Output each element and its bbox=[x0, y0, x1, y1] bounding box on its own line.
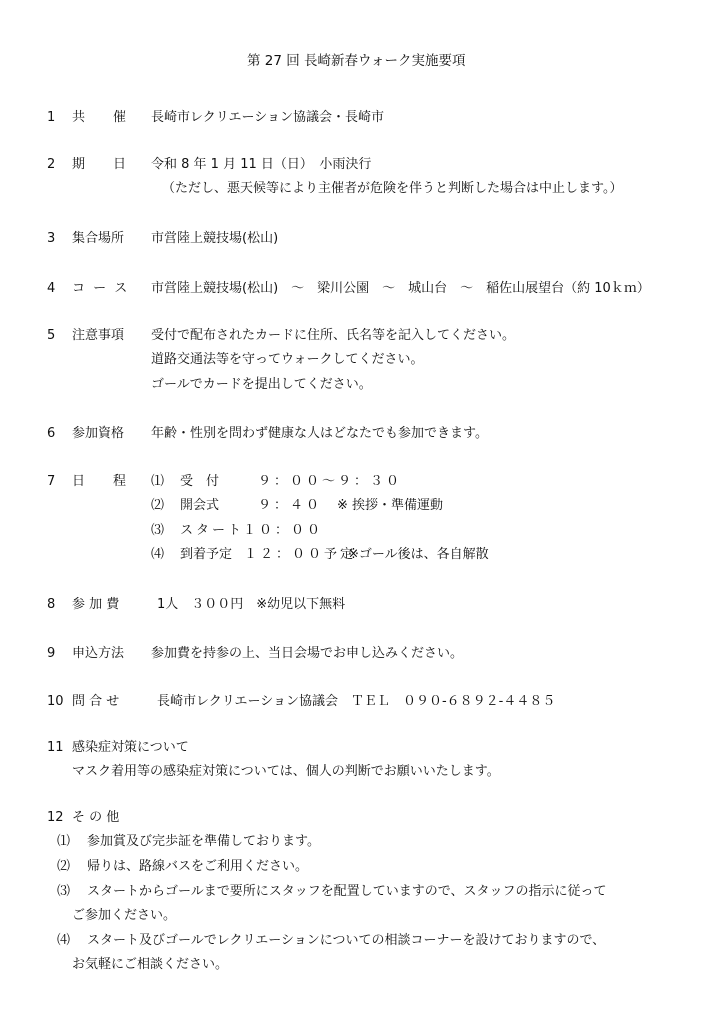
other-line: ご参加ください。 bbox=[72, 908, 177, 923]
item-12-number: 12 bbox=[47, 810, 64, 825]
item-4-text: 市営陸上競技場(松山) ～ 梁川公園 ～ 城山台 ～ 稲佐山展望台（約 10ｋｍ） bbox=[151, 281, 650, 296]
schedule-time: ９：４０ bbox=[258, 498, 323, 513]
item-1-label-a: 共 bbox=[72, 110, 86, 125]
schedule-time: １２：００予定 bbox=[244, 547, 357, 562]
item-3-number: 3 bbox=[47, 231, 56, 246]
schedule-time: ９：００～９：３０ bbox=[258, 474, 403, 489]
item-5-line-2: 道路交通法等を守ってウォークしてください。 bbox=[151, 352, 424, 367]
schedule-name: 到着予定 bbox=[180, 547, 233, 562]
other-line: スタート及びゴールでレクリエーションについての相談コーナーを設けておりますので、 bbox=[87, 933, 606, 948]
item-4-number: 4 bbox=[47, 281, 56, 296]
item-2-label-b: 日 bbox=[113, 157, 127, 172]
item-5-label: 注意事項 bbox=[72, 328, 125, 343]
schedule-name: スタート bbox=[180, 523, 245, 538]
other-marker: ⑷ bbox=[57, 933, 71, 948]
item-5-line-1: 受付で配布されたカードに住所、氏名等を記入してください。 bbox=[151, 328, 516, 343]
item-7-number: 7 bbox=[47, 474, 56, 489]
page-title: 第 27 回 長崎新春ウォーク実施要項 bbox=[247, 53, 466, 69]
other-marker: ⑵ bbox=[57, 859, 71, 874]
item-6-number: 6 bbox=[47, 426, 56, 441]
item-1-text: 長崎市レクリエーション協議会・長崎市 bbox=[151, 110, 384, 125]
item-8-label: 参 加 費 bbox=[72, 597, 120, 612]
item-10-number: 10 bbox=[47, 694, 64, 709]
other-line: お気軽にご相談ください。 bbox=[72, 957, 229, 972]
item-2-number: 2 bbox=[47, 157, 56, 172]
item-8-text: 1人 ３００円 ※幼児以下無料 bbox=[157, 597, 346, 612]
item-2-text: 令和 8 年 1 月 11 日（日） 小雨決行 bbox=[151, 157, 372, 172]
other-marker: ⑴ bbox=[57, 834, 71, 849]
schedule-time: １０：００ bbox=[243, 523, 324, 538]
item-3-label: 集合場所 bbox=[72, 231, 125, 246]
item-11-text: マスク着用等の感染症対策については、個人の判断でお願いいたします。 bbox=[72, 764, 500, 779]
item-5-number: 5 bbox=[47, 328, 56, 343]
item-9-label: 申込方法 bbox=[72, 646, 125, 661]
schedule-marker: ⑷ bbox=[151, 547, 165, 562]
item-1-label-b: 催 bbox=[113, 110, 127, 125]
schedule-marker: ⑴ bbox=[151, 474, 165, 489]
item-6-text: 年齢・性別を問わず健康な人はどなたでも参加できます。 bbox=[151, 426, 488, 441]
schedule-name: 開会式 bbox=[180, 498, 220, 513]
schedule-note: ※ 挨拶・準備運動 bbox=[337, 498, 444, 513]
other-line: 帰りは、路線バスをご利用ください。 bbox=[87, 859, 309, 874]
item-10-label: 問 合 せ bbox=[72, 694, 120, 709]
item-4-label: コ ー ス bbox=[72, 281, 130, 296]
item-10-text: 長崎市レクリエーション協議会 ＴＥＬ ０９０-６８９２-４４８５ bbox=[157, 694, 556, 709]
item-7-label-a: 日 bbox=[72, 474, 86, 489]
item-9-text: 参加費を持参の上、当日会場でお申し込みください。 bbox=[151, 646, 464, 661]
other-marker: ⑶ bbox=[57, 884, 71, 899]
item-2-note: （ただし、悪天候等により主催者が危険を伴うと判断した場合は中止します。） bbox=[162, 181, 623, 196]
item-5-line-3: ゴールでカードを提出してください。 bbox=[151, 377, 372, 392]
item-2-label-a: 期 bbox=[72, 157, 86, 172]
other-line: スタートからゴールまで要所にスタッフを配置していますので、スタッフの指示に従って bbox=[87, 884, 607, 899]
item-11-label: 感染症対策について bbox=[72, 740, 189, 755]
schedule-note: ※ゴール後は、各自解散 bbox=[348, 547, 489, 562]
item-12-label: そ の 他 bbox=[72, 810, 120, 825]
item-11-number: 11 bbox=[47, 740, 64, 755]
schedule-marker: ⑵ bbox=[151, 498, 165, 513]
schedule-name: 受 付 bbox=[180, 474, 220, 489]
item-3-text: 市営陸上競技場(松山) bbox=[151, 231, 279, 246]
item-8-number: 8 bbox=[47, 597, 56, 612]
schedule-marker: ⑶ bbox=[151, 523, 165, 538]
item-7-label-b: 程 bbox=[113, 474, 127, 489]
item-9-number: 9 bbox=[47, 646, 56, 661]
other-line: 参加賞及び完歩証を準備しております。 bbox=[87, 834, 320, 849]
item-1-number: 1 bbox=[47, 110, 56, 125]
item-6-label: 参加資格 bbox=[72, 426, 125, 441]
